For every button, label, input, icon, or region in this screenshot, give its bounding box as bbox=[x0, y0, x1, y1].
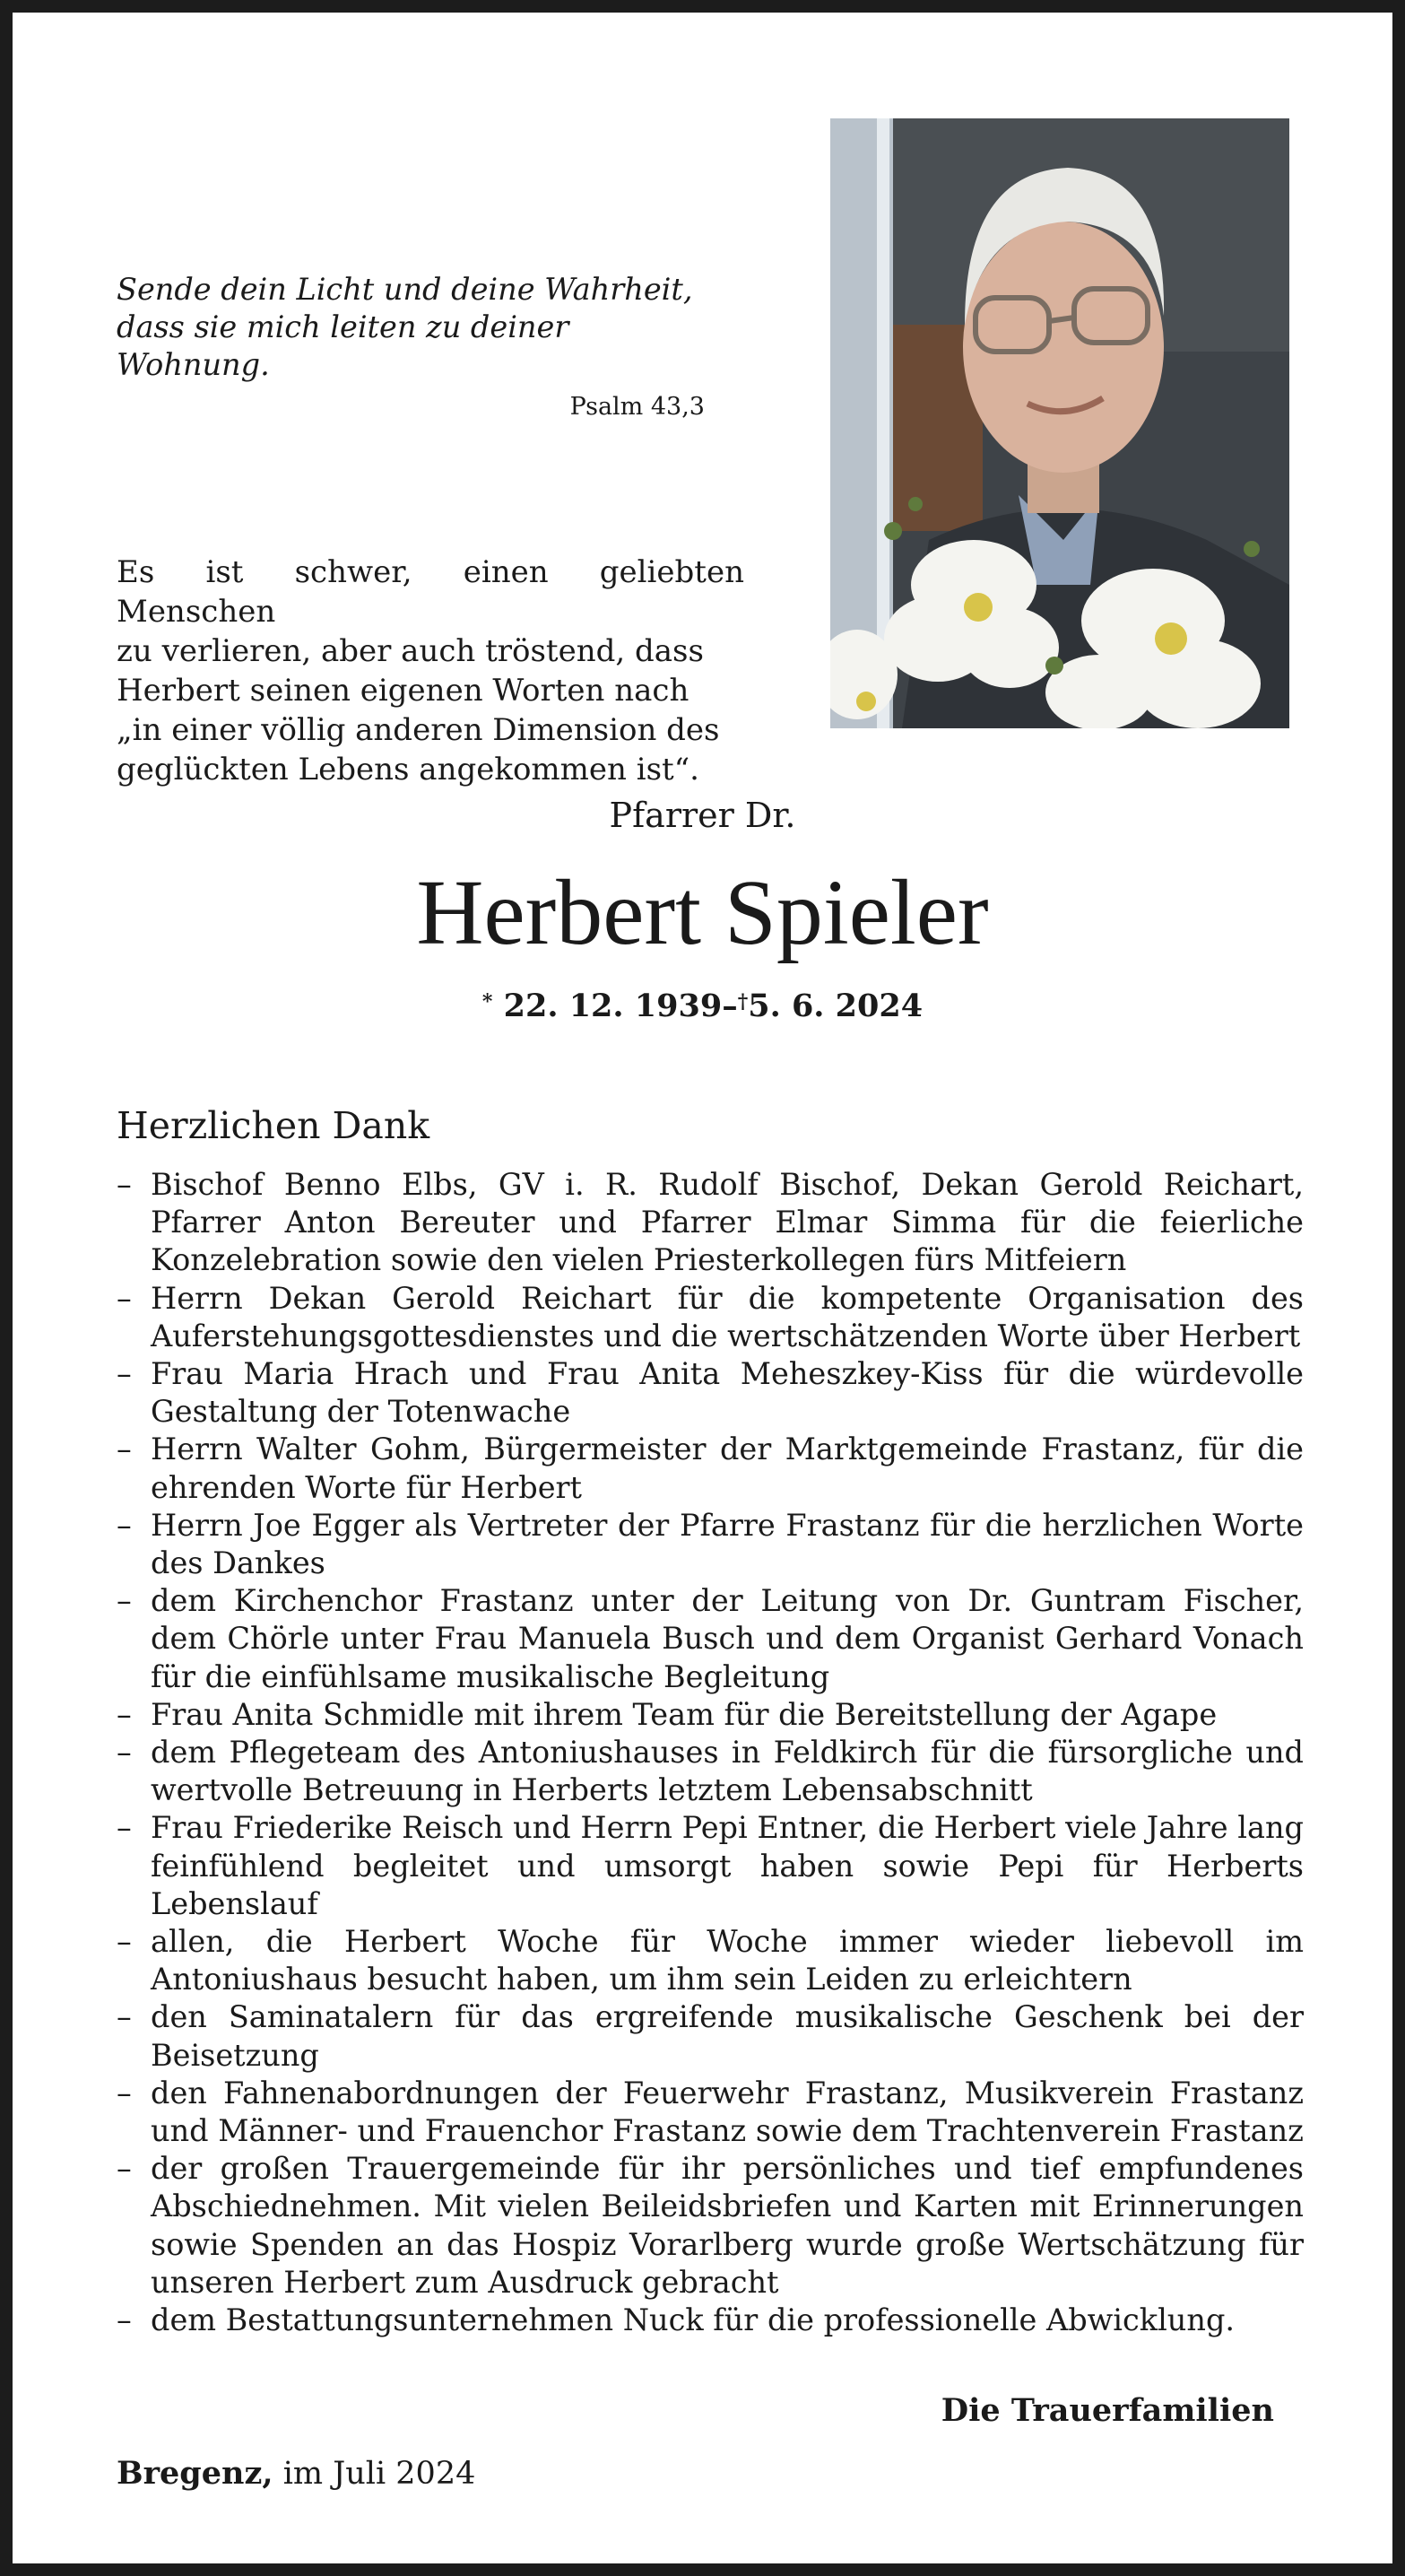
list-item bbox=[117, 1923, 1304, 1998]
list-dash: – bbox=[117, 1507, 132, 1543]
intro-text bbox=[117, 553, 744, 789]
intro-line: Herbert seinen eigenen Worten nach bbox=[117, 673, 689, 709]
list-item-text: Frau Friederike Reisch und Herrn Pepi Entner, die Herbert viele Jahre lang feinfühlend begleitet und umsorgt haben sowie Pepi für Herberts Lebenslauf bbox=[151, 1810, 1304, 1921]
deceased-title: Pfarrer Dr. bbox=[609, 796, 796, 835]
list-item bbox=[117, 1431, 1304, 1506]
list-item-text: Herrn Joe Egger als Vertreter der Pfarre Frastanz für die herzlichen Worte des Dankes bbox=[151, 1507, 1304, 1581]
intro-line: zu verlieren, aber auch tröstend, dass bbox=[117, 633, 704, 669]
list-item-text: Bischof Benno Elbs, GV i. R. Rudolf Bischof, Dekan Gerold Reichart, Pfarrer Anton Bereuter und Pfarrer Elmar Simma für die feierliche Konzelebration sowie den vielen Priesterkollegen fürs Mitfeiern bbox=[151, 1167, 1304, 1278]
thanks-heading: Herzlichen Dank bbox=[117, 1104, 430, 1147]
quote-line: dass sie mich leiten zu deiner Wohnung. bbox=[117, 309, 569, 382]
list-item bbox=[117, 2150, 1304, 2302]
portrait-illustration bbox=[830, 118, 1289, 728]
list-dash: – bbox=[117, 2075, 132, 2110]
list-dash: – bbox=[117, 1924, 132, 1960]
list-item bbox=[117, 1280, 1304, 1355]
list-dash: – bbox=[117, 1999, 132, 2035]
death-symbol: † bbox=[737, 990, 749, 1014]
deceased-name: Herbert Spieler bbox=[416, 861, 989, 964]
life-dates bbox=[13, 981, 1392, 1027]
portrait-photo bbox=[830, 118, 1289, 728]
list-item-text: Herrn Walter Gohm, Bürgermeister der Marktgemeinde Frastanz, für die ehrenden Worte für Herbert bbox=[151, 1432, 1304, 1505]
list-dash: – bbox=[117, 1280, 132, 1316]
list-dash: – bbox=[117, 1810, 132, 1846]
list-item-text: allen, die Herbert Woche für Woche immer wieder liebevoll im Antoniushaus besucht haben, um ihm sein Leiden zu erleichtern bbox=[151, 1924, 1304, 1997]
list-item bbox=[117, 1507, 1304, 1582]
list-item bbox=[117, 1696, 1304, 1734]
list-item bbox=[117, 2302, 1304, 2339]
psalm-quote bbox=[117, 271, 708, 427]
thanks-list bbox=[117, 1166, 1304, 2339]
list-item-text: dem Pflegeteam des Antoniushauses in Feldkirch für die fürsorgliche und wertvolle Betreuung in Herberts letztem Lebensabschnitt bbox=[151, 1735, 1304, 1808]
list-dash: – bbox=[117, 1167, 132, 1202]
death-date: 5. 6. 2024 bbox=[748, 988, 924, 1024]
list-item-text: den Saminatalern für das ergreifende musikalische Geschenk bei der Beisetzung bbox=[151, 1999, 1304, 2073]
list-item-text: den Fahnenabordnungen der Feuerwehr Frastanz, Musikverein Frastanz und Männer- und Frauenchor Frastanz sowie dem Trachtenverein Frastanz bbox=[151, 2075, 1304, 2149]
list-dash: – bbox=[117, 1432, 132, 1467]
place-month: im Juli 2024 bbox=[282, 2456, 476, 2492]
list-item-text: dem Bestattungsunternehmen Nuck für die professionelle Abwicklung. bbox=[151, 2302, 1236, 2338]
list-item bbox=[117, 1809, 1304, 1923]
intro-line: Es ist schwer, einen geliebten Menschen bbox=[117, 554, 744, 630]
list-dash: – bbox=[117, 1735, 132, 1771]
list-item-text: dem Kirchenchor Frastanz unter der Leitung von Dr. Guntram Fischer, dem Chörle unter Frau Manuela Busch und dem Organist Gerhard Vonach für die einfühlsame musikalische Begleitung bbox=[151, 1583, 1304, 1694]
list-dash: – bbox=[117, 2151, 132, 2187]
place-date bbox=[117, 2452, 475, 2495]
intro-line: geglückten Lebens angekommen ist“. bbox=[117, 752, 699, 788]
place-city: Bregenz, bbox=[117, 2455, 273, 2492]
list-item bbox=[117, 1734, 1304, 1809]
list-item-text: Frau Anita Schmidle mit ihrem Team für die Bereitstellung der Agape bbox=[151, 1696, 1218, 1732]
intro-line: „in einer völlig anderen Dimension des bbox=[117, 712, 720, 748]
quote-line: Sende dein Licht und deine Wahrheit, bbox=[117, 272, 693, 307]
list-item bbox=[117, 1166, 1304, 1280]
list-dash: – bbox=[117, 1356, 132, 1392]
birth-symbol: * bbox=[481, 990, 493, 1014]
list-item-text: der großen Trauergemeinde für ihr persönliches und tief empfundenes Abschiednehmen. Mit vielen Beileidsbriefen und Karten mit Erinnerungen sowie Spenden an das Hospiz Vorarlberg wurde große Wertschätzung für unseren Herbert zum Ausdruck gebracht bbox=[151, 2151, 1304, 2300]
list-dash: – bbox=[117, 2302, 132, 2338]
list-item bbox=[117, 1582, 1304, 1696]
quote-reference: Psalm 43,3 bbox=[569, 393, 705, 421]
list-item-text: Herrn Dekan Gerold Reichart für die kompetente Organisation des Auferstehungsgottesdienstes und die wertschätzenden Worte über Herbert bbox=[151, 1280, 1304, 1353]
list-item-text: Frau Maria Hrach und Frau Anita Meheszkey-Kiss für die würdevolle Gestaltung der Totenwache bbox=[151, 1356, 1304, 1430]
list-item bbox=[117, 2075, 1304, 2150]
signoff: Die Trauerfamilien bbox=[941, 2392, 1274, 2429]
birth-date: 22. 12. 1939 bbox=[503, 988, 723, 1024]
list-dash: – bbox=[117, 1696, 132, 1732]
list-dash: – bbox=[117, 1583, 132, 1619]
list-item bbox=[117, 1355, 1304, 1431]
date-separator: – bbox=[722, 988, 738, 1024]
list-item bbox=[117, 1998, 1304, 2074]
